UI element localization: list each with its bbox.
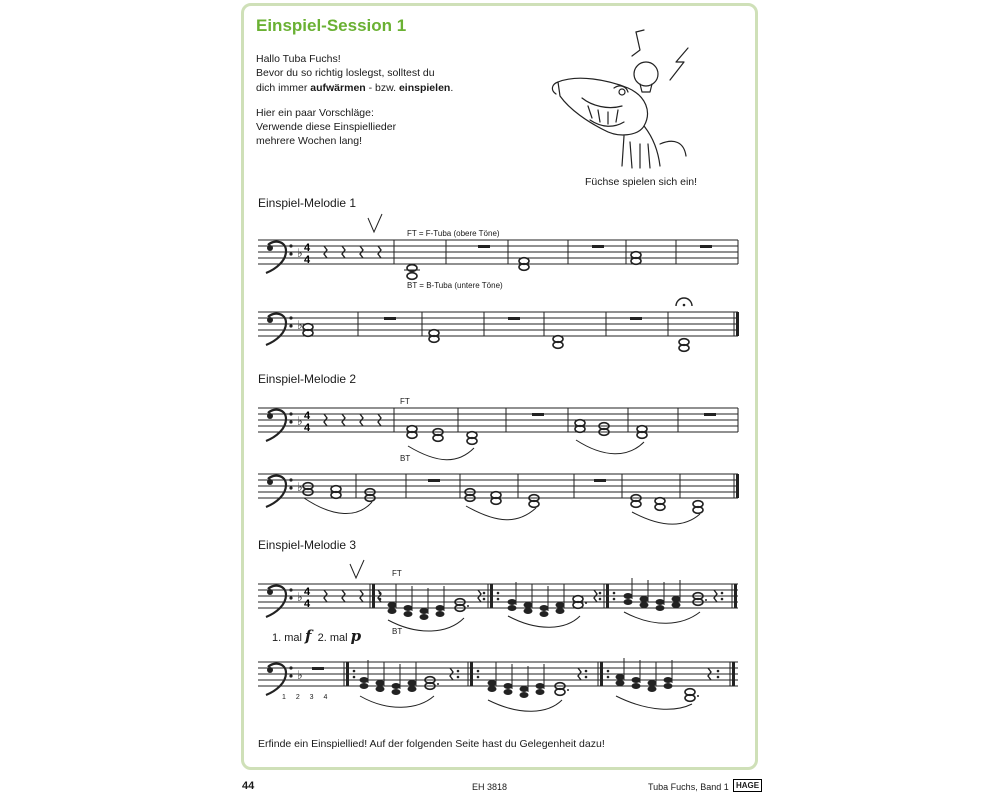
illustration-caption: Füchse spielen sich ein! [584, 176, 698, 188]
count-numbers: 1 2 3 4 [282, 694, 328, 701]
second-time-label: 2. mal [317, 632, 348, 644]
intro-line: Bevor du so richtig loslegst, solltest du [256, 67, 435, 80]
melody-heading: Einspiel-Melodie 2 [258, 372, 357, 386]
svg-text:4: 4 [304, 422, 311, 434]
intro-line: dich immer [256, 81, 311, 94]
bt-label: BT [392, 627, 403, 636]
intro-bold: einspielen [398, 81, 451, 94]
melody-heading: Einspiel-Melodie 1 [258, 196, 357, 210]
svg-text:4: 4 [304, 586, 311, 598]
page-title: Einspiel-Session 1 [256, 16, 407, 35]
first-time-label: 1. mal [272, 632, 302, 644]
intro-line: Hallo Tuba Fuchs! [256, 53, 341, 65]
closing-text: Erfinde ein Einspiellied! Auf der folgenden Seite hast du Gelegenheit dazu! [258, 738, 605, 750]
edition-code: EH 3818 [472, 782, 508, 792]
svg-text:4: 4 [304, 242, 311, 254]
sheet-music: ♭ 4 4 4 4 4 4 [0, 0, 1000, 800]
intro-line: mehrere Wochen lang! [256, 135, 363, 148]
ft-label: FT [392, 569, 402, 578]
intro-line: - bzw. [365, 81, 399, 94]
svg-text:4: 4 [304, 254, 311, 266]
ft-legend: FT = F-Tuba (obere Töne) [407, 229, 500, 238]
svg-text:4: 4 [304, 598, 311, 610]
svg-text:4: 4 [304, 410, 311, 422]
melody-heading: Einspiel-Melodie 3 [258, 538, 357, 552]
intro-line: . [450, 81, 454, 94]
forte-mark: f [305, 627, 312, 645]
publisher-logo: HAGE [733, 779, 762, 792]
bt-label: BT [400, 454, 411, 463]
ft-label: FT [400, 397, 410, 406]
intro-line: Verwende diese Einspiellieder [256, 121, 397, 134]
intro-bold: aufwärmen [310, 81, 366, 94]
page-number: 44 [242, 780, 255, 792]
piano-mark: p [350, 627, 362, 645]
bt-legend: BT = B-Tuba (untere Töne) [407, 281, 503, 290]
intro-line: Hier ein paar Vorschläge: [256, 106, 374, 119]
book-title: Tuba Fuchs, Band 1 [648, 782, 729, 792]
